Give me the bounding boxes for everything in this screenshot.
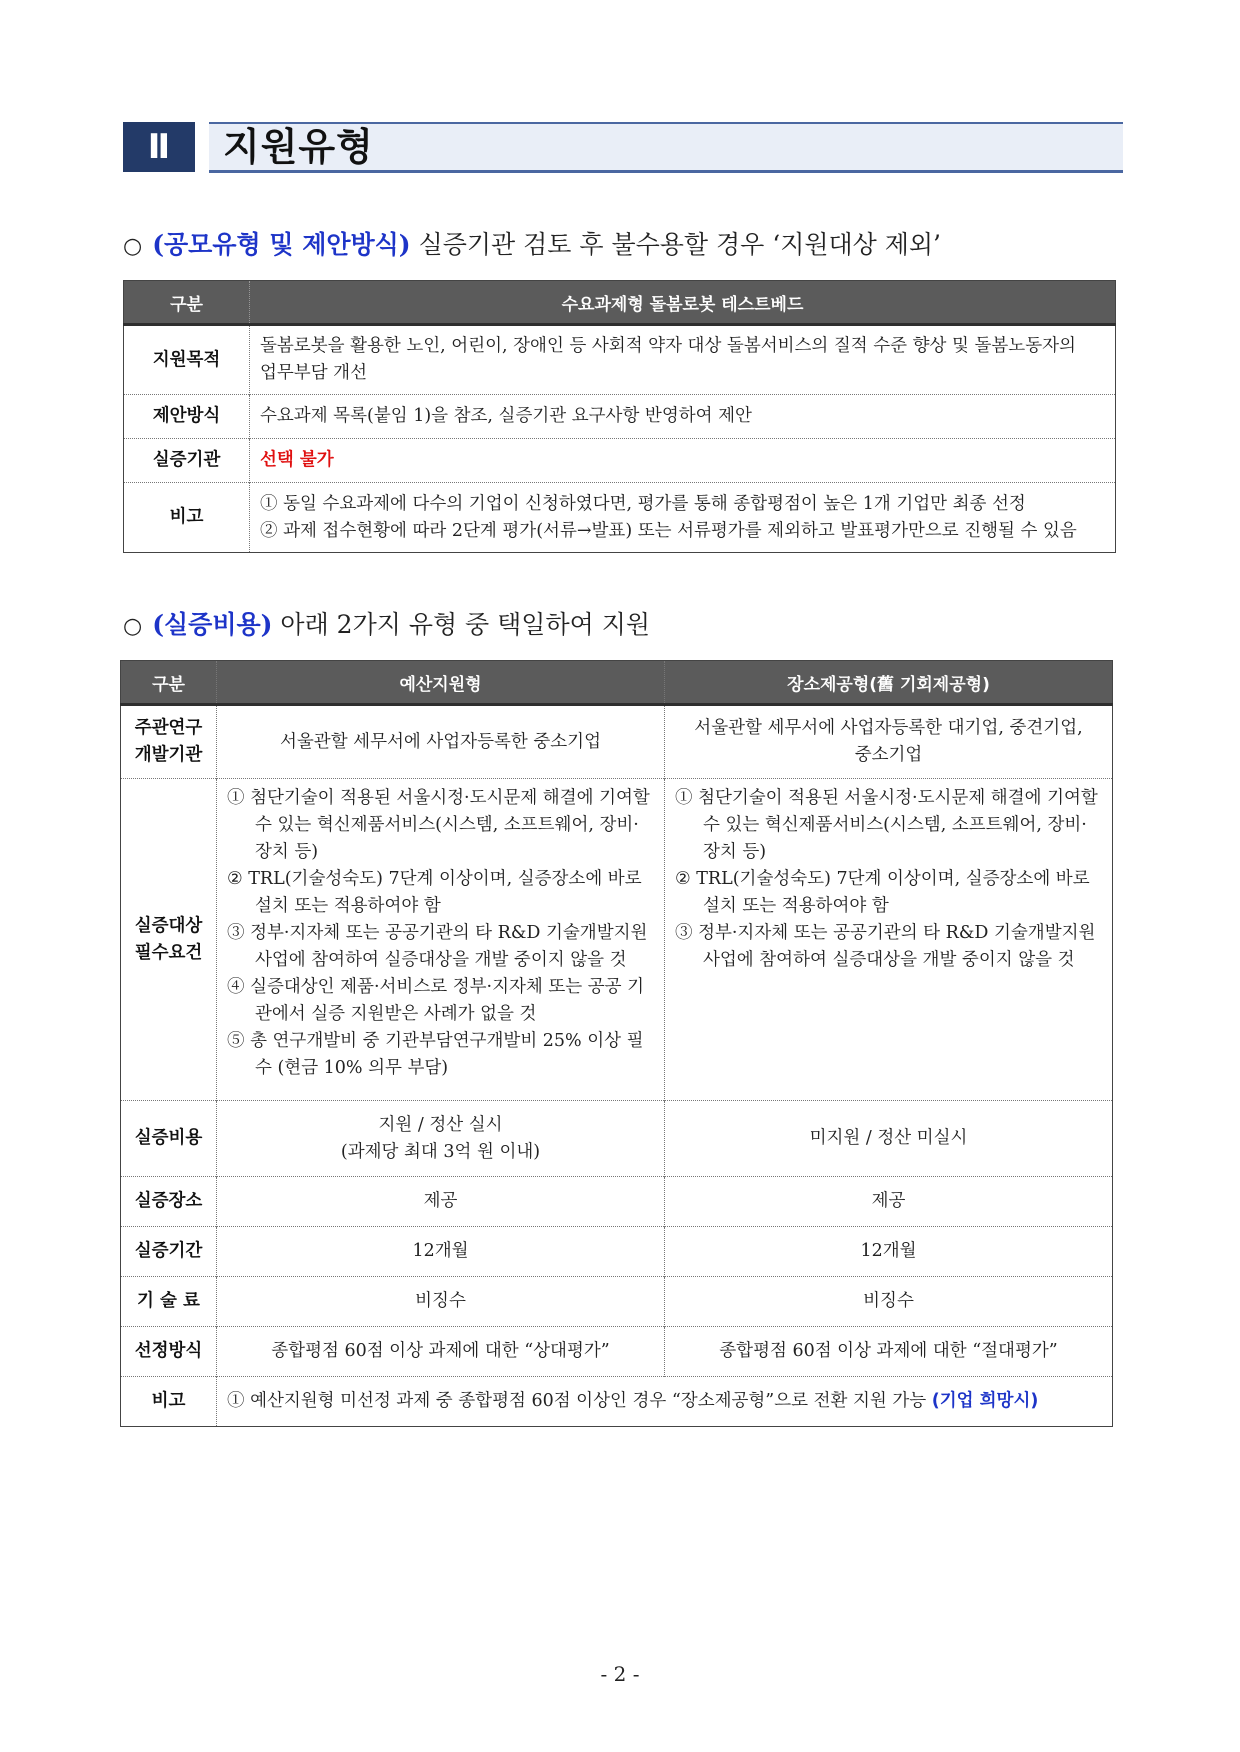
cell-line: 서울관할 세무서에 사업자등록한 대기업, 중견기업, (694, 718, 1083, 738)
cell-budget (217, 1101, 665, 1177)
table-row (121, 1101, 1113, 1177)
row-line: 업무부담 개선 (260, 363, 367, 383)
row-label (121, 779, 217, 1101)
requirement-item: ② TRL(기술성숙도) 7단계 이상이며, 실증장소에 바로 설치 또는 적용하여야 함 (227, 869, 642, 916)
section-title-box (209, 122, 1123, 173)
cell-budget: 제공 (217, 1177, 665, 1227)
table-row (124, 395, 1116, 439)
header-category: 구분 (124, 281, 250, 325)
requirement-item: ① 첨단기술이 적용된 서울시정·도시문제 해결에 기여할 수 있는 혁신제품서비스(시스템, 소프트웨어, 장비·장치 등) (675, 788, 1098, 862)
row-label: 실증비용 (121, 1101, 217, 1177)
row-label: 지원목적 (124, 325, 250, 395)
table-row (121, 1227, 1113, 1277)
row-content (250, 325, 1116, 395)
note-text: ① 예산지원형 미선정 과제 중 종합평점 60점 이상인 경우 “장소제공형”으로 전환 지원 가능 (227, 1391, 932, 1411)
cell-place: 미지원 / 정산 미실시 (665, 1101, 1113, 1177)
cell-place: 제공 (665, 1177, 1113, 1227)
section-header (123, 122, 1123, 172)
bullet-contest-type (123, 228, 941, 264)
note-highlight: (기업 희망시) (931, 1391, 1039, 1411)
cell-budget: 서울관할 세무서에 사업자등록한 중소기업 (217, 705, 665, 779)
header-category: 구분 (121, 661, 217, 705)
row-label: 실증장소 (121, 1177, 217, 1227)
header-place-type: 장소제공형(舊 기회제공형) (665, 661, 1113, 705)
row-content: 선택 불가 (250, 439, 1116, 483)
row-label: 실증기관 (124, 439, 250, 483)
cell-place: 종합평점 60점 이상 과제에 대한 “절대평가” (665, 1327, 1113, 1377)
requirement-item: ⑤ 총 연구개발비 중 기관부담연구개발비 25% 이상 필수 (현금 10% 의무 부담) (227, 1031, 644, 1078)
row-line: ② 과제 접수현황에 따라 2단계 평가(서류→발표) 또는 서류평가를 제외하고 발표평가만으로 진행될 수 있음 (260, 520, 1077, 541)
bullet-cost (123, 608, 650, 644)
cell-budget: 종합평점 60점 이상 과제에 대한 “상대평가” (217, 1327, 665, 1377)
bullet-text: 실증기관 검토 후 불수용할 경우 ‘지원대상 제외’ (410, 230, 941, 259)
cell-line: (과제당 최대 3억 원 이내) (340, 1141, 541, 1162)
row-label: 기 술 료 (121, 1277, 217, 1327)
table-header-row (124, 281, 1116, 325)
bullet-highlight: (공모유형 및 제안방식) (152, 230, 411, 259)
cell-line: 지원 / 정산 실시 (378, 1114, 503, 1135)
row-line: ① 동일 수요과제에 다수의 기업이 신청하였다면, 평가를 통해 종합평점이 높은 1개 기업만 최종 선정 (260, 493, 1026, 514)
requirement-item: ③ 정부·지자체 또는 공공기관의 타 R&D 기술개발지원 사업에 참여하여 실증대상을 개발 중이지 않을 것 (227, 923, 648, 970)
cell-budget: 비징수 (217, 1277, 665, 1327)
label-line: 필수요건 (134, 942, 203, 963)
table-header-row (121, 661, 1113, 705)
table-row (121, 779, 1113, 1101)
cell-line: 중소기업 (854, 745, 923, 765)
row-label: 실증기간 (121, 1227, 217, 1277)
label-line: 개발기관 (134, 745, 203, 765)
cell-place (665, 779, 1113, 1101)
cell-place: 12개월 (665, 1227, 1113, 1277)
page-number: - 2 - (600, 1662, 640, 1686)
table-row (124, 439, 1116, 483)
cell-budget: 12개월 (217, 1227, 665, 1277)
row-label (121, 705, 217, 779)
header-budget-type: 예산지원형 (217, 661, 665, 705)
requirement-item: ① 첨단기술이 적용된 서울시정·도시문제 해결에 기여할 수 있는 혁신제품서비스(시스템, 소프트웨어, 장비·장치 등) (227, 788, 650, 862)
cell-place: 비징수 (665, 1277, 1113, 1327)
table-row (121, 1277, 1113, 1327)
bullet-highlight: (실증비용) (152, 610, 273, 639)
header-testbed: 수요과제형 돌봄로봇 테스트베드 (250, 281, 1116, 325)
requirement-item: ④ 실증대상인 제품·서비스로 정부·지자체 또는 공공 기관에서 실증 지원받은 사례가 없을 것 (227, 977, 645, 1024)
support-type-table (120, 660, 1113, 1427)
row-label: 제안방식 (124, 395, 250, 439)
table-row (121, 1377, 1113, 1427)
table-row (121, 1327, 1113, 1377)
row-label: 선정방식 (121, 1327, 217, 1377)
cell-place (665, 705, 1113, 779)
testbed-table (123, 280, 1116, 553)
requirement-item: ③ 정부·지자체 또는 공공기관의 타 R&D 기술개발지원 사업에 참여하여 실증대상을 개발 중이지 않을 것 (675, 923, 1096, 970)
label-line: 주관연구 (134, 718, 203, 738)
section-title: 지원유형 (223, 125, 374, 169)
row-content (250, 483, 1116, 553)
row-line: 돌봄로봇을 활용한 노인, 어린이, 장애인 등 사회적 약자 대상 돌봄서비스의 질적 수준 향상 및 돌봄노동자의 (260, 336, 1076, 356)
row-label: 비고 (124, 483, 250, 553)
row-content: 수요과제 목록(붙임 1)을 참조, 실증기관 요구사항 반영하여 제안 (250, 395, 1116, 439)
table-row (121, 705, 1113, 779)
table-row (121, 1177, 1113, 1227)
bullet-text: 아래 2가지 유형 중 택일하여 지원 (272, 610, 651, 639)
cell-budget (217, 779, 665, 1101)
table-row (124, 325, 1116, 395)
section-number: Ⅱ (123, 122, 195, 172)
note-cell (217, 1377, 1113, 1427)
requirement-item: ② TRL(기술성숙도) 7단계 이상이며, 실증장소에 바로 설치 또는 적용하여야 함 (675, 869, 1090, 916)
bullet-marker: ○ (123, 234, 143, 259)
table-row (124, 483, 1116, 553)
row-label: 비고 (121, 1377, 217, 1427)
label-line: 실증대상 (134, 915, 203, 936)
bullet-marker: ○ (123, 614, 143, 639)
